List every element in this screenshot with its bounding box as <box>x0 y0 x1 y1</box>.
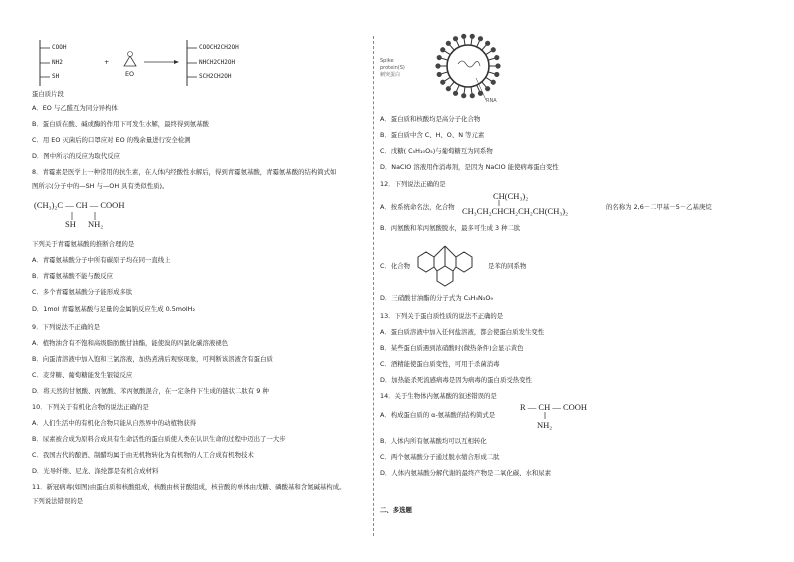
spike-head <box>461 34 466 39</box>
q14-stem: 14．关于生物体内氨基酸的叙述错误的是 <box>380 392 497 400</box>
spike-head <box>446 41 451 46</box>
q7-option-b: B．蛋白质在酸、碱或酶的作用下可发生水解，最终得到氨基酸 <box>32 120 209 128</box>
q14-option-b: B．人体内所有氨基酸均可以互相转化 <box>380 437 487 445</box>
left-column <box>32 0 372 562</box>
spike-head <box>485 86 490 91</box>
spike-head <box>437 72 442 77</box>
spike-head <box>461 93 466 98</box>
reactant-group-1: COOH <box>52 44 67 51</box>
right-column <box>380 0 770 562</box>
q12-option-c-suffix: 是苯的同系物 <box>488 262 527 270</box>
q12-option-c-prefix: C．化合物 <box>380 262 411 270</box>
spike-head <box>437 55 442 60</box>
q7-option-d: D．图中所示的反应为取代反应 <box>32 152 120 160</box>
q10-option-b: B．尿素被合成为原料合成具有生命活性的蛋白质使人类在认识生命的过程中迈出了一大步 <box>32 435 286 443</box>
formula-sub-sh: SH <box>65 219 76 229</box>
q7-option-a: A．EO 与乙醛互为同分异构体 <box>32 104 118 112</box>
triptycene-structure <box>412 243 482 289</box>
q8-ask: 下列关于青霉氨基酸的推断合理的是 <box>32 240 135 248</box>
q14-formula: R — CH — COOH <box>520 402 588 412</box>
spike-head <box>494 72 499 77</box>
virus-label-spike: Spike <box>380 58 394 64</box>
q10-stem: 10．下列关于有机化合物的说法正确的是 <box>32 403 149 411</box>
reactant-group-2: NH2 <box>52 59 63 66</box>
q11-stem-line1: 11．新冠病毒(如图)由蛋白质和核酸组成，核酸由核苷酸组成，核苷酸的单体由戊糖、磷酸基和含氮碱基构成。 <box>32 483 346 491</box>
q8-stem-line2: 图所示(分子中的—SH 与—OH 具有类似性质)。 <box>32 182 169 190</box>
spike-head <box>435 63 440 68</box>
spike-head <box>470 93 475 98</box>
q14-formula-sub: NH₂ <box>537 420 553 430</box>
spike-head <box>485 41 490 46</box>
spike-head <box>494 55 499 60</box>
virus-label-spike-cn: 刺突蛋白 <box>380 72 401 78</box>
q10-option-c: C．我国古代的酿酒、制醋均属于由无机物转化为有机物的人工合成有机物技术 <box>32 451 254 459</box>
q9-option-a: A．植物油含有不饱和高级脂肪酸甘油酯，能使溴的四氯化碳溶液褪色 <box>32 339 229 347</box>
q11-option-d: D．NaClO 溶液用作消毒剂，是因为 NaClO 能使病毒蛋白变性 <box>380 163 559 171</box>
spike-head <box>440 47 445 52</box>
q9-option-b: B．向蛋清溶液中加入饱和三氯溶液，加热煮沸后观察现象，可判断该溶液含有蛋白质 <box>32 355 273 363</box>
q12-option-d: D．三硝酸甘油酯的分子式为 C₃H₅N₃O₉ <box>380 294 493 302</box>
virus-label-rna: RNA <box>486 98 497 104</box>
virus-label-protein: protein(S) <box>380 65 405 71</box>
q14-option-a-prefix: A．构成蛋白质的 α-氨基酸的结构简式是 <box>380 411 496 419</box>
spike-head <box>495 63 500 68</box>
spike-head <box>478 36 483 41</box>
column-divider <box>373 36 374 536</box>
q12-option-a-suffix: 的名称为 2,6－二甲基－5－乙基庚烷 <box>606 203 712 211</box>
q13-option-c: C．酒精能使蛋白质变性，可用于杀菌消毒 <box>380 360 500 368</box>
spike-head <box>453 36 458 41</box>
q8-option-d: D．1mol 青霉氨基酸与足量的金属钠反应生成 0.5molH₂ <box>32 305 196 313</box>
q8-option-a: A．青霉氨基酸分子中所有碳原子均在同一直线上 <box>32 256 171 264</box>
q14-option-d: D．人体内氨基酸分解代谢的最终产物是二氧化碳、水和尿素 <box>380 469 552 477</box>
spike-head <box>470 34 475 39</box>
q11-option-a: A．蛋白质和核酸均是高分子化合物 <box>380 115 481 123</box>
q9-option-c: C．麦芽糖、葡萄糖能发生银镜反应 <box>32 371 133 379</box>
q9-option-d: D．将天然的甘氨酸、丙氨酸、苯丙氨酸混合，在一定条件下生成的链状二肽有 9 种 <box>32 387 269 395</box>
scheme-caption: 蛋白质片段 <box>32 90 64 98</box>
section-heading-multiple-choice: 二、多选题 <box>380 506 412 514</box>
q12-option-a-prefix: A．按系统命名法，化合物 <box>380 203 455 211</box>
q8-option-b: B．青霉氨基酸不能与酸反应 <box>32 272 114 280</box>
q11-option-b: B．蛋白质中含 C、H、O、N 等元素 <box>380 131 485 139</box>
q10-option-a: A．人们生活中的有机化合物只能从自然界中的动植物获得 <box>32 419 197 427</box>
q13-option-a: A．蛋白质溶液中加入任何盐溶液，都会使蛋白质发生变性 <box>380 328 545 336</box>
product-group-3: SCH2CH2OH <box>199 73 232 80</box>
q12-formula-branch: CH(CH₃)₂ <box>493 191 529 201</box>
q9-stem: 9．下列说法不正确的是 <box>32 323 100 331</box>
q13-option-b: B．某些蛋白质遇到浓硝酸时(微热条件)会显示黄色 <box>380 344 524 352</box>
plus-sign: + <box>104 58 110 66</box>
reactant-group-3: SH <box>52 73 60 80</box>
q12-option-b: B．丙氨酸和苯丙氨酸脱水，最多可生成 3 种二肽 <box>380 224 521 232</box>
spike-head <box>440 80 445 85</box>
q10-option-d: D．光导纤维、尼龙、涤纶都是有机合成材料 <box>32 467 159 475</box>
q11-stem-line2: 下列说法错误的是 <box>32 497 84 505</box>
spike-head <box>446 86 451 91</box>
q8-stem-line1: 8．青霉素是医学上一种常用的抗生素，在人体内经酸性水解后，得到青霉氨基酸，青霉氨基酸的结构简式如 <box>32 168 337 176</box>
q11-option-c: C．戊糖( C₅H₁₀O₅)与葡萄糖互为同系物 <box>380 147 493 155</box>
product-group-2: NHCH2CH2OH <box>199 59 236 66</box>
q8-option-c: C．多个青霉氨基酸分子能形成多肽 <box>32 288 133 296</box>
q13-option-d: D．加热能杀死流感病毒是因为病毒的蛋白质受热变性 <box>380 376 532 384</box>
spike-head <box>491 47 496 52</box>
q13-stem: 13．下列关于蛋白质性质的说法不正确的是 <box>380 312 504 320</box>
spike-head <box>491 80 496 85</box>
q12-stem: 12．下列说法正确的是 <box>380 180 446 188</box>
virus-diagram <box>410 28 530 108</box>
q14-option-c: C．两个氨基酸分子通过脱水缩合形成二肽 <box>380 453 500 461</box>
reagent-label: EO <box>125 70 135 78</box>
spike-head <box>453 91 458 96</box>
q12-formula-main: CH₃CH₂CHCH₂CH₂CH(CH₃)₂ <box>462 206 569 216</box>
formula-sub-nh2: NH₂ <box>88 219 104 229</box>
penicillamine-formula: (CH₃)₂C — CH — COOH <box>34 200 125 210</box>
product-group-1: COOCH2CH2OH <box>199 44 239 51</box>
q7-option-c: C．用 EO 灭菌后的口罩应对 EO 的残余量进行安全检测 <box>32 136 191 144</box>
